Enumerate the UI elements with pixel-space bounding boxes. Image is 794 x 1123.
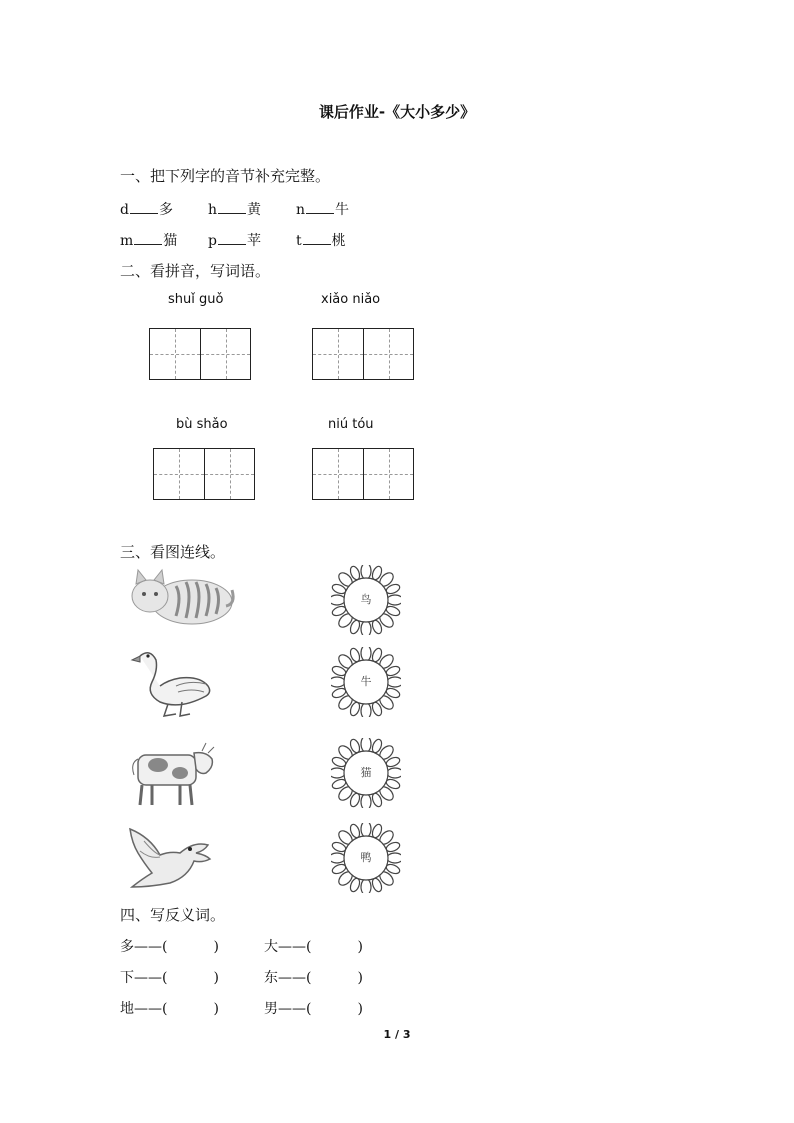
answer-blank[interactable] bbox=[218, 230, 246, 245]
syllable-item: h 黄 bbox=[208, 199, 261, 219]
tian-grid-box[interactable] bbox=[312, 328, 414, 380]
tian-grid-box[interactable] bbox=[312, 448, 414, 500]
page-title: 课后作业-《大小多少》 bbox=[318, 103, 476, 121]
pinyin-label: shuǐ guǒ bbox=[168, 292, 224, 307]
tian-cell[interactable] bbox=[363, 449, 413, 499]
pinyin-label: xiǎo niǎo bbox=[321, 292, 381, 307]
section3-heading: 三、看图连线。 bbox=[120, 543, 226, 561]
goose-picture[interactable] bbox=[128, 646, 218, 720]
answer-blank[interactable] bbox=[130, 199, 158, 214]
tian-grid-box[interactable] bbox=[153, 448, 255, 500]
syllable-item: d 多 bbox=[120, 199, 173, 219]
flower-label-text: 鸟 bbox=[360, 593, 372, 606]
antonym-item: 多——( ) bbox=[120, 939, 219, 955]
pinyin-label: bù shǎo bbox=[176, 417, 228, 432]
tian-cell[interactable] bbox=[363, 329, 413, 379]
antonym-item: 地——( ) bbox=[120, 1001, 219, 1017]
syllable-item: t 桃 bbox=[296, 230, 346, 250]
antonym-item: 下——( ) bbox=[120, 970, 219, 986]
tian-cell[interactable] bbox=[150, 329, 200, 379]
page-number: 1 / 3 bbox=[383, 1028, 411, 1041]
tian-cell[interactable] bbox=[200, 329, 250, 379]
cow-picture[interactable] bbox=[128, 739, 218, 809]
antonym-item: 大——( ) bbox=[264, 939, 363, 955]
cat-picture[interactable] bbox=[126, 566, 236, 632]
tian-cell[interactable] bbox=[313, 449, 363, 499]
tian-cell[interactable] bbox=[204, 449, 254, 499]
syllable-item: m 猫 bbox=[120, 230, 177, 250]
tian-cell[interactable] bbox=[154, 449, 204, 499]
pinyin-label: niú tóu bbox=[328, 417, 374, 432]
syllable-item: p 苹 bbox=[208, 230, 261, 250]
flower-label-text: 鸭 bbox=[360, 851, 372, 864]
section4-heading: 四、写反义词。 bbox=[120, 906, 226, 924]
tian-grid-box[interactable] bbox=[149, 328, 251, 380]
section1-heading: 一、把下列字的音节补充完整。 bbox=[120, 167, 331, 185]
bird-picture[interactable] bbox=[124, 823, 218, 889]
antonym-item: 东——( ) bbox=[264, 970, 363, 986]
answer-blank[interactable] bbox=[306, 199, 334, 214]
antonym-item: 男——( ) bbox=[264, 1001, 363, 1017]
section2-heading: 二、看拼音，写词语。 bbox=[120, 262, 271, 280]
answer-blank[interactable] bbox=[303, 230, 331, 245]
flower-label-text: 猫 bbox=[360, 766, 372, 779]
tian-cell[interactable] bbox=[313, 329, 363, 379]
syllable-item: n 牛 bbox=[296, 199, 349, 219]
flower-label-text: 牛 bbox=[360, 675, 372, 688]
answer-blank[interactable] bbox=[218, 199, 246, 214]
answer-blank[interactable] bbox=[134, 230, 162, 245]
